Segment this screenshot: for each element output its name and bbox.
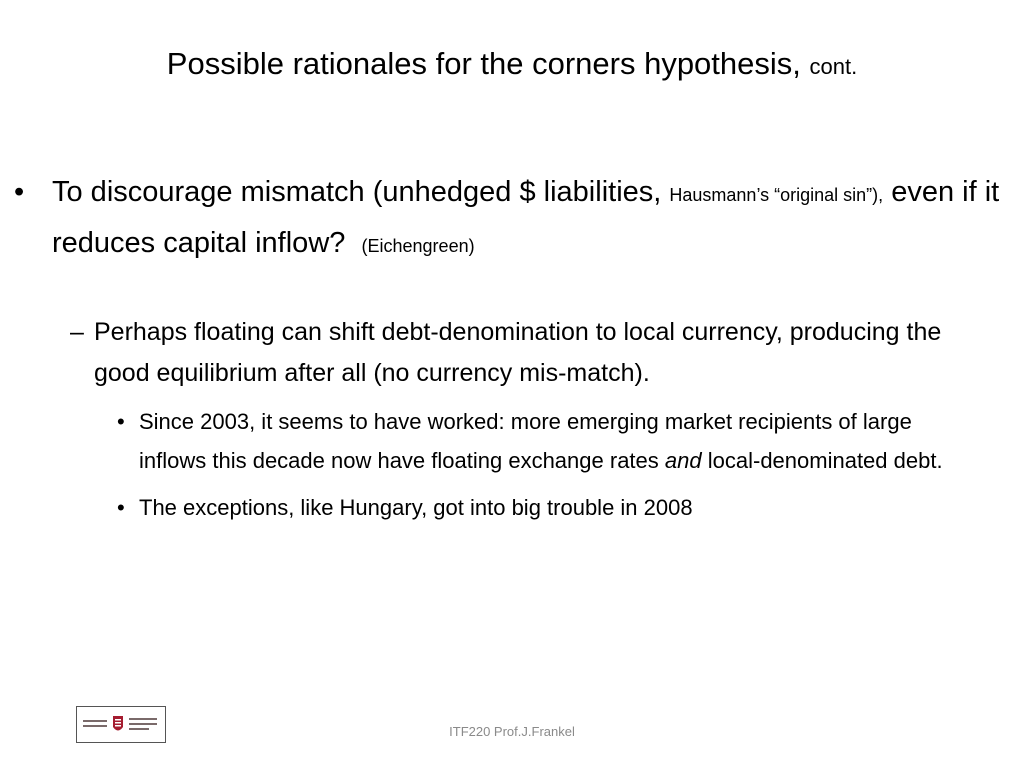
sub-bullet-1-marker: – (70, 318, 84, 346)
sub-sub-bullet-1-marker: • (117, 409, 125, 434)
bullet-1-small-a: Hausmann’s “original sin”), (669, 185, 884, 205)
sub-bullet-1 (70, 312, 989, 394)
bullet-1-text-a: To discourage mismatch (unhedged $ liabilities, (52, 176, 662, 208)
sub-sub-bullet-2-marker: • (117, 495, 125, 520)
sub-sub-bullet-1-text-b: local-denominated debt. (707, 448, 943, 473)
bullet-1 (14, 168, 1004, 270)
sub-sub-bullet-1-italic: and (664, 448, 702, 473)
sub-sub-bullet-2-text: The exceptions, like Hungary, got into big trouble in 2008 (139, 495, 693, 520)
sub-sub-bullet-1-text-a: Since 2003, it seems to have worked: more emerging market recipients of large inflows this decade now have floating exchange rates (139, 409, 912, 473)
sub-bullet-1-text: Perhaps floating can shift debt-denomination to local currency, producing the good equilibrium after all (no currency mis-match). (94, 318, 942, 387)
sub-sub-bullet-2 (117, 488, 979, 527)
title-text: Possible rationales for the corners hypothesis, (166, 46, 801, 81)
bullet-1-marker: • (14, 176, 25, 208)
footer-text: ITF220 Prof.J.Frankel (449, 724, 575, 739)
title-suffix: cont. (809, 54, 858, 79)
slide-body (14, 168, 1004, 527)
bullet-1-small-b: (Eichengreen) (361, 236, 475, 256)
bullet-1-text-b: even if it reduces capital inflow? (52, 176, 1000, 259)
sub-sub-bullet-1 (117, 402, 979, 480)
slide-title (0, 44, 1024, 87)
